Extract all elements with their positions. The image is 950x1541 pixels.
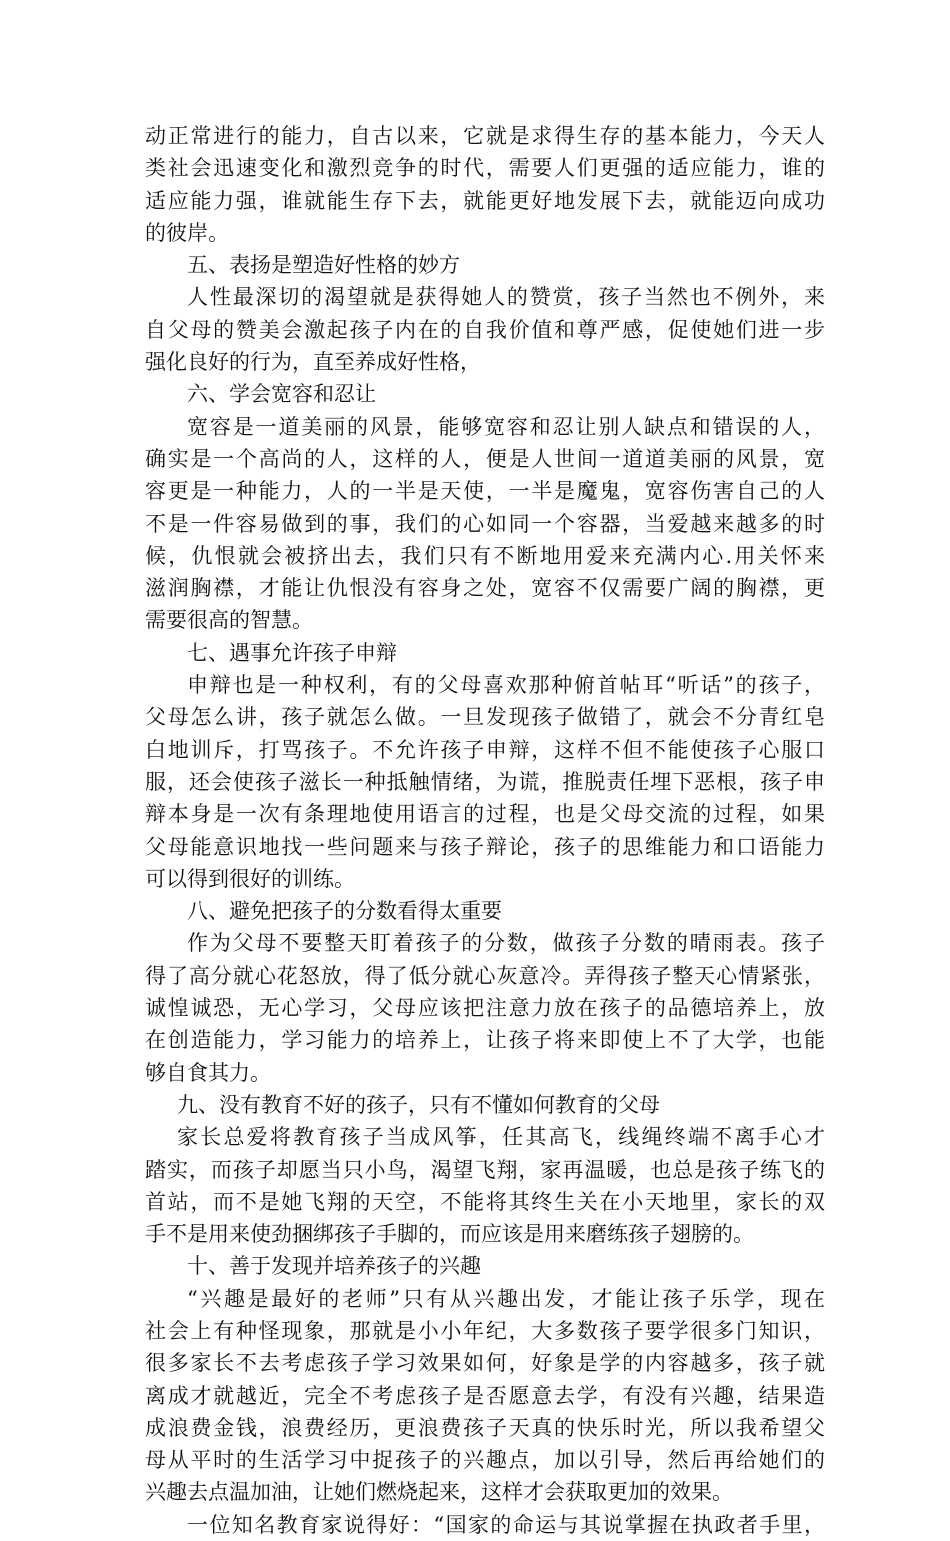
section-heading: 五、表扬是塑造好性格的妙方 [187,253,460,278]
text-line: 申辩也是一种权利，有的父母喜欢那种俯首帖耳“听话”的孩子， [187,673,825,698]
text-line: 家长总爱将教育孩子当成风筝，任其高飞，线绳终端不离手心才 [177,1125,825,1150]
text-line: 诚惶诚恐，无心学习，父母应该把注意力放在孩子的品德培养上，放 [145,996,825,1021]
text-line: 母从平时的生活学习中捉孩子的兴趣点，加以引导，然后再给她们的 [145,1448,825,1473]
text-line: 类社会迅速变化和激烈竞争的时代，需要人们更强的适应能力，谁的 [145,156,825,181]
text-line: 兴趣去点温加油，让她们燃烧起来，这样才会获取更加的效果。 [145,1480,733,1505]
text-line: 够自食其力。 [145,1060,271,1085]
text-line: 服，还会使孩子滋长一种抵触情绪，为谎，推脱责任埋下恶根，孩子申 [145,769,825,794]
text-line: 作为父母不要整天盯着孩子的分数，做孩子分数的晴雨表。孩子 [187,931,825,956]
text-line: 强化良好的行为，直至养成好性格， [145,350,481,375]
text-line: 宽容是一道美丽的风景，能够宽容和忍让别人缺点和错误的人， [187,414,825,439]
text-line: 在创造能力，学习能力的培养上，让孩子将来即使上不了大学，也能 [145,1028,825,1053]
section-heading: 八、避免把孩子的分数看得太重要 [187,899,502,924]
text-line: 滋润胸襟，才能让仇恨没有容身之处，宽容不仅需要广阔的胸襟，更 [145,576,825,601]
text-line: 不是一件容易做到的事，我们的心如同一个容器，当爱越来越多的时 [145,511,825,536]
text-line: 白地训斥，打骂孩子。不允许孩子申辩，这样不但不能使孩子心服口 [145,737,825,762]
text-line: 候，仇恨就会被挤出去，我们只有不断地用爱来充满内心.用关怀来 [145,543,825,568]
text-line: 成浪费金钱，浪费经历，更浪费孩子天真的快乐时光，所以我希望父 [145,1415,825,1440]
text-line: 社会上有种怪现象，那就是小小年纪，大多数孩子要学很多门知识， [145,1318,825,1343]
text-line: 父母怎么讲，孩子就怎么做。一旦发现孩子做错了，就会不分青红皂 [145,705,825,730]
text-line: 很多家长不去考虑孩子学习效果如何，好象是学的内容越多，孩子就 [145,1351,825,1376]
text-line: 辩本身是一次有条理地使用语言的过程，也是父母交流的过程，如果 [145,802,825,827]
text-line: 得了高分就心花怒放，得了低分就心灰意冷。弄得孩子整天心情紧张， [145,963,825,988]
text-line: 父母能意识地找一些问题来与孩子辩论，孩子的思维能力和口语能力 [145,834,825,859]
body-text [145,120,825,1541]
section-heading: 六、学会宽容和忍让 [187,382,376,407]
section-heading: 九、没有教育不好的孩子，只有不懂如何教育的父母 [177,1092,660,1117]
text-line: 自父母的赞美会激起孩子内在的自我价值和尊严感，促使她们进一步 [145,317,825,342]
section-heading: 十、善于发现并培养孩子的兴趣 [187,1254,481,1279]
text-line: 适应能力强，谁就能生存下去，就能更好地发展下去，就能迈向成功 [145,188,825,213]
text-line: “兴趣是最好的老师”只有从兴趣出发，才能让孩子乐学，现在 [187,1286,825,1311]
text-line: 一位知名教育家说得好：“国家的命运与其说掌握在执政者手里， [187,1512,825,1537]
text-line: 可以得到很好的训练。 [145,866,355,891]
text-line: 手不是用来使劲捆绑孩子手脚的，而应该是用来磨练孩子翅膀的。 [145,1222,754,1247]
text-line: 需要很高的智慧。 [145,608,313,633]
section-heading: 七、遇事允许孩子申辩 [187,640,397,665]
text-line: 人性最深切的渴望就是获得她人的赞赏，孩子当然也不例外，来 [187,285,825,310]
text-line: 动正常进行的能力，自古以来，它就是求得生存的基本能力，今天人 [145,124,825,148]
text-line: 踏实，而孩子却愿当只小鸟，渴望飞翔，家再温暖，也总是孩子练飞的 [145,1157,825,1182]
text-line: 离成才就越近，完全不考虑孩子是否愿意去学，有没有兴趣，结果造 [145,1383,825,1408]
text-line: 的彼岸。 [145,220,229,245]
text-line: 确实是一个高尚的人，这样的人，便是人世间一道道美丽的风景，宽 [145,446,825,471]
text-line: 容更是一种能力，人的一半是天使，一半是魔鬼，宽容伤害自己的人 [145,479,825,504]
text-line: 首站，而不是她飞翔的天空，不能将其终生关在小天地里，家长的双 [145,1189,825,1214]
